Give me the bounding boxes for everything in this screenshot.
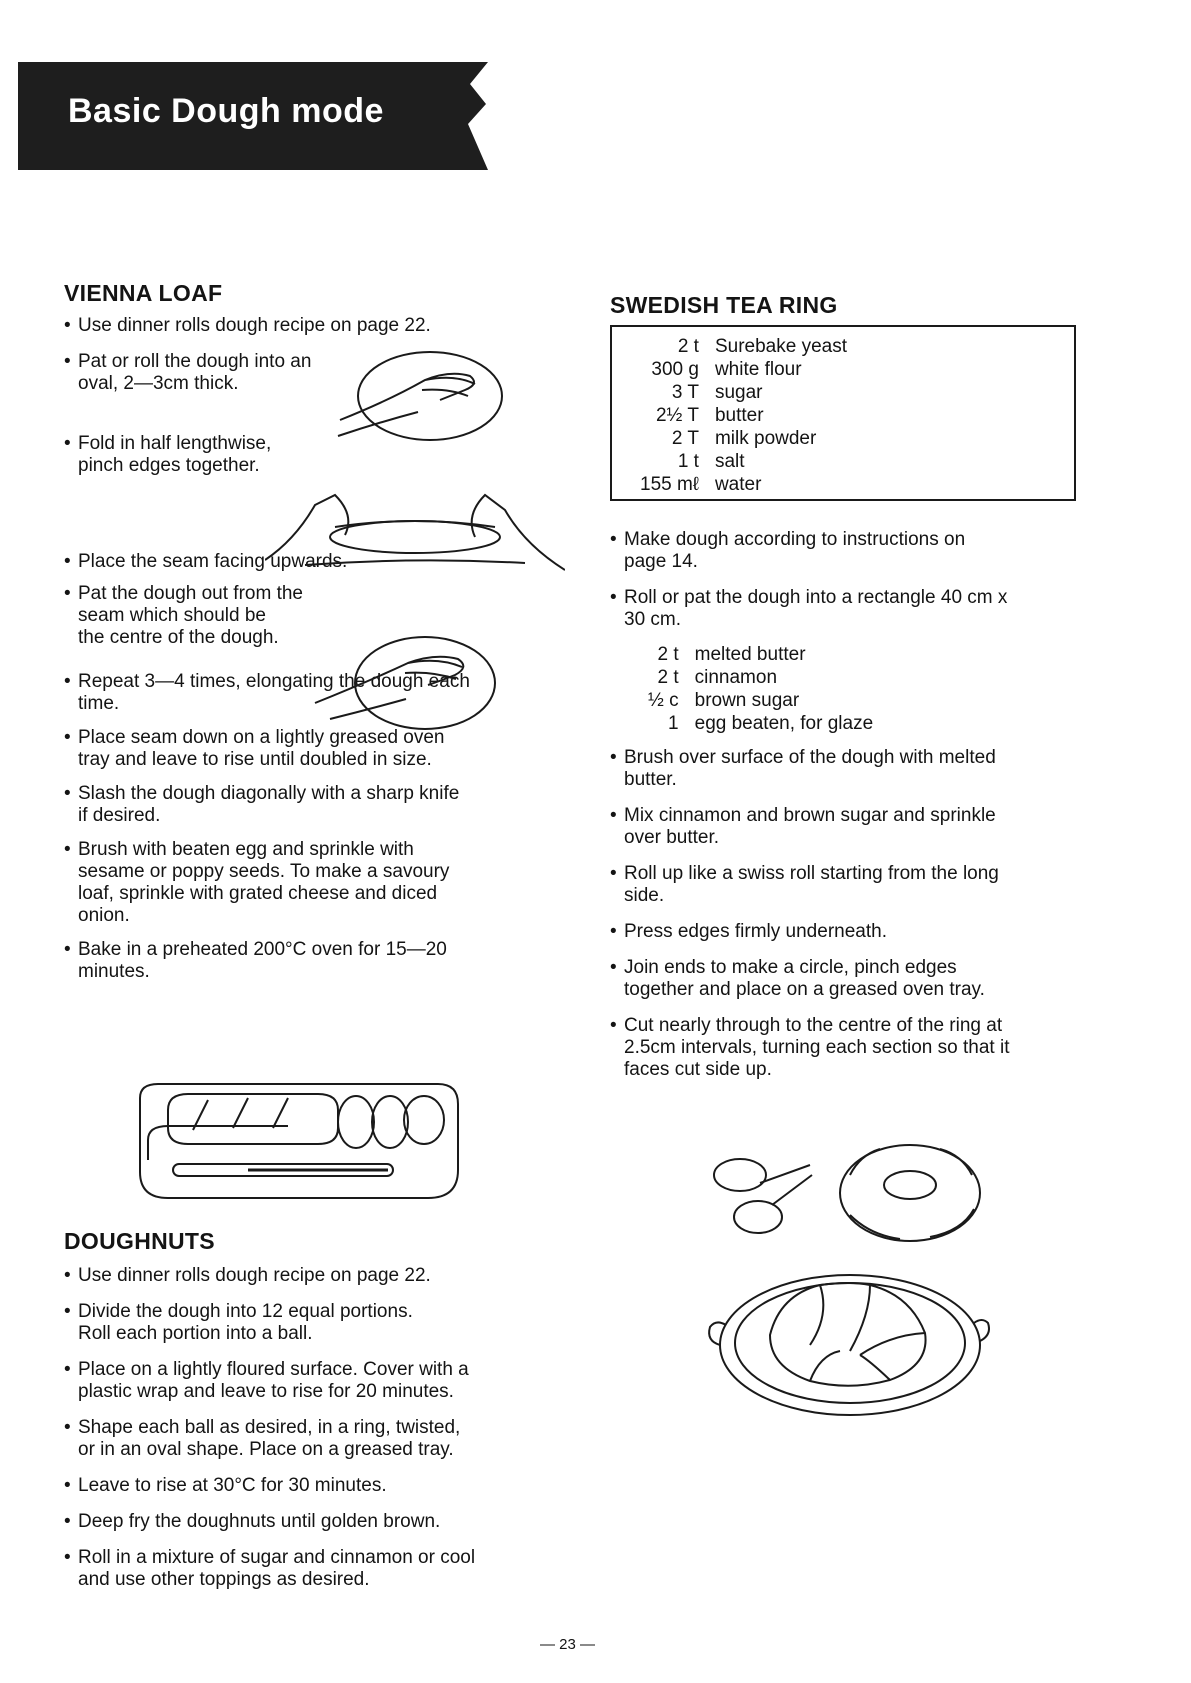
ingredient-qty: 2 T bbox=[671, 428, 699, 449]
doughnuts-step-2: • Divide the dough into 12 equal portions. Roll each portion into a ball. bbox=[64, 1301, 584, 1345]
ingredients-table bbox=[640, 335, 847, 496]
ingredient-qty: 2½ T bbox=[655, 405, 699, 426]
right-column bbox=[610, 292, 1090, 1081]
filling-row bbox=[648, 643, 873, 666]
vienna-step-2: • Pat or roll the dough into an oval, 2—3cm thick. bbox=[64, 351, 564, 395]
ingredient-qty: 2 t bbox=[677, 336, 699, 357]
ingredient-item: butter bbox=[714, 405, 764, 426]
vienna-step-10: • Bake in a preheated 200°C oven for 15—20 minutes. bbox=[64, 939, 564, 983]
filling-row bbox=[648, 712, 873, 735]
filling-row bbox=[648, 666, 873, 689]
filling-qty: 1 bbox=[668, 713, 679, 734]
vienna-step-9: • Brush with beaten egg and sprinkle with sesame or poppy seeds. To make a savoury loaf, sprinkle with grated cheese and diced onion. bbox=[64, 839, 564, 927]
vienna-step-6: • Repeat 3—4 times, elongating the dough each time. bbox=[64, 671, 564, 715]
ingredient-row bbox=[640, 335, 847, 358]
tea-ring-plate-illustration bbox=[700, 1255, 990, 1420]
ingredient-qty: 1 t bbox=[677, 451, 699, 472]
ingredient-qty: 155 mℓ bbox=[640, 474, 699, 495]
scissors-tea-ring-illustration bbox=[700, 1135, 990, 1245]
page-title: Basic Dough mode bbox=[68, 92, 384, 130]
vienna-step-7: • Place seam down on a lightly greased oven tray and leave to rise until doubled in size. bbox=[64, 727, 564, 771]
ingredient-item: milk powder bbox=[714, 428, 817, 449]
ingredient-item: white flour bbox=[714, 359, 802, 380]
doughnuts-section bbox=[64, 1228, 584, 1591]
filling-qty: 2 t bbox=[657, 667, 679, 688]
doughnuts-step-6: • Deep fry the doughnuts until golden brown. bbox=[64, 1511, 584, 1533]
filling-item: egg beaten, for glaze bbox=[694, 713, 874, 734]
doughnuts-step-3: • Place on a lightly floured surface. Cover with a plastic wrap and leave to rise for 20 minutes. bbox=[64, 1359, 584, 1403]
vienna-title: VIENNA LOAF bbox=[64, 280, 223, 306]
swedish-step-2: • Roll or pat the dough into a rectangle 40 cm x 30 cm. bbox=[610, 587, 1090, 631]
hand-patting-seam-illustration bbox=[310, 625, 500, 735]
filling-row bbox=[648, 689, 873, 712]
swedish-step-1: • Make dough according to instructions on page 14. bbox=[610, 529, 1090, 573]
swedish-step-7: • Join ends to make a circle, pinch edges together and place on a greased oven tray. bbox=[610, 957, 1090, 1001]
folding-dough-illustration bbox=[265, 485, 565, 575]
ingredient-row bbox=[640, 450, 847, 473]
ingredient-item: salt bbox=[714, 451, 745, 472]
ingredient-row bbox=[640, 404, 847, 427]
ingredient-qty: 3 T bbox=[671, 382, 699, 403]
swedish-step-3: • Brush over surface of the dough with melted butter. bbox=[610, 747, 1090, 791]
filling-item: cinnamon bbox=[694, 667, 778, 688]
filling-item: melted butter bbox=[694, 644, 806, 665]
filling-qty: ½ c bbox=[648, 690, 679, 711]
filling-qty: 2 t bbox=[657, 644, 679, 665]
ingredient-row bbox=[640, 358, 847, 381]
ingredient-row bbox=[640, 473, 847, 496]
vienna-step-5: • Pat the dough out from the seam which should be the centre of the dough. bbox=[64, 583, 564, 649]
ingredient-qty: 300 g bbox=[651, 359, 699, 380]
vienna-loaf-board-illustration bbox=[128, 1080, 468, 1205]
hand-patting-illustration bbox=[330, 340, 505, 445]
swedish-title: SWEDISH TEA RING bbox=[610, 292, 838, 318]
ingredient-row bbox=[640, 427, 847, 450]
filling-item: brown sugar bbox=[694, 690, 800, 711]
ingredient-item: water bbox=[714, 474, 762, 495]
doughnuts-title: DOUGHNUTS bbox=[64, 1228, 215, 1254]
vienna-step-4: • Place the seam facing upwards. bbox=[64, 551, 564, 573]
doughnuts-step-7: • Roll in a mixture of sugar and cinnamon or cool and use other toppings as desired. bbox=[64, 1547, 584, 1591]
vienna-step-3: • Fold in half lengthwise, pinch edges together. bbox=[64, 433, 564, 477]
ingredients-box bbox=[610, 325, 1076, 501]
vienna-step-1: • Use dinner rolls dough recipe on page 22. bbox=[64, 315, 564, 337]
swedish-step-5: • Roll up like a swiss roll starting from the long side. bbox=[610, 863, 1090, 907]
ingredient-item: sugar bbox=[714, 382, 763, 403]
swedish-step-8: • Cut nearly through to the centre of the ring at 2.5cm intervals, turning each section so that it faces cut side up. bbox=[610, 1015, 1090, 1081]
title-banner bbox=[18, 62, 488, 170]
swedish-step-6: • Press edges firmly underneath. bbox=[610, 921, 1090, 943]
filling-table bbox=[648, 643, 873, 735]
swedish-step-4: • Mix cinnamon and brown sugar and sprinkle over butter. bbox=[610, 805, 1090, 849]
ingredient-item: Surebake yeast bbox=[714, 336, 847, 357]
vienna-step-8: • Slash the dough diagonally with a sharp knife if desired. bbox=[64, 783, 564, 827]
doughnuts-step-5: • Leave to rise at 30°C for 30 minutes. bbox=[64, 1475, 584, 1497]
doughnuts-step-4: • Shape each ball as desired, in a ring, twisted, or in an oval shape. Place on a greased tray. bbox=[64, 1417, 584, 1461]
page-number: — 23 — bbox=[540, 1636, 596, 1653]
doughnuts-step-1: • Use dinner rolls dough recipe on page 22. bbox=[64, 1265, 584, 1287]
ingredient-row bbox=[640, 381, 847, 404]
